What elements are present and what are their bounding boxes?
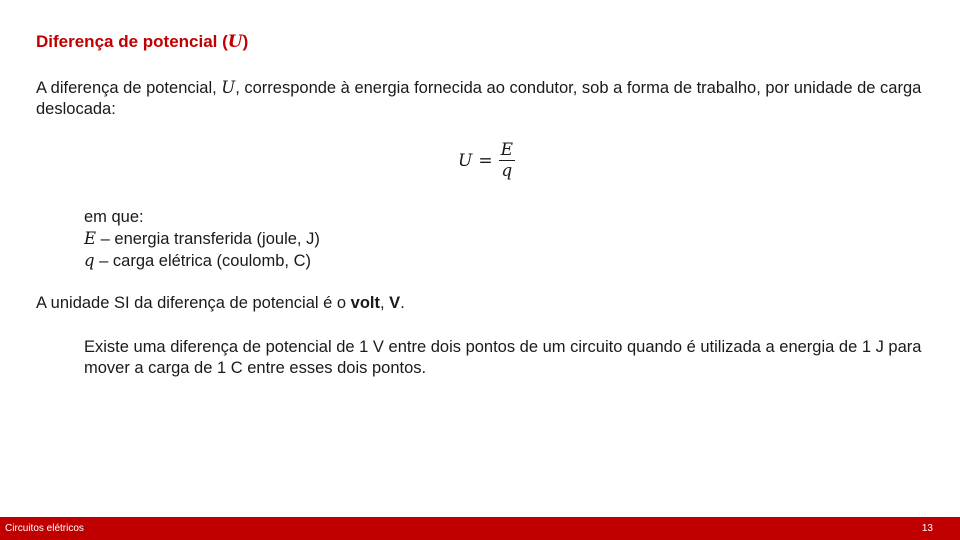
si-unit-name: volt xyxy=(350,294,380,312)
slide-title xyxy=(36,32,248,52)
formula xyxy=(458,140,515,181)
si-unit-end: . xyxy=(400,294,405,312)
footer-title: Circuitos elétricos xyxy=(5,523,84,534)
formula-lhs: U xyxy=(458,150,473,171)
definition-text: – energia transferida (joule, J) xyxy=(96,230,320,248)
si-unit-text-before: A unidade SI da diferença de potencial é o xyxy=(36,294,351,312)
page-number: 13 xyxy=(921,523,933,534)
formula-fraction xyxy=(499,140,515,181)
definitions-heading: em que: xyxy=(84,208,144,226)
definition-text: – carga elétrica (coulomb, C) xyxy=(94,252,311,270)
slide-title-text: Diferença de potencial ( xyxy=(36,32,228,51)
definitions-block xyxy=(84,207,320,272)
intro-text-after: , corresponde à energia fornecida ao condutor, sob a forma de trabalho, por unidade de carga deslocada: xyxy=(36,79,922,118)
si-unit-separator: , xyxy=(380,294,390,312)
intro-text-before: A diferença de potencial, xyxy=(36,79,222,97)
slide-title-variable: U xyxy=(227,32,243,52)
formula-denominator: q xyxy=(501,161,513,181)
definition-symbol: E xyxy=(84,229,97,248)
volt-definition-paragraph: Existe uma diferença de potencial de 1 V entre dois pontos de um circuito quando é utilizada a energia de 1 J para mover a carga de 1 C entre esses dois pontos. xyxy=(84,338,922,377)
formula-equals: = xyxy=(478,150,493,171)
si-unit-sentence xyxy=(36,293,405,314)
definition-item xyxy=(84,250,320,272)
intro-paragraph xyxy=(36,77,931,120)
slide-title-close: ) xyxy=(242,32,249,51)
intro-variable: U xyxy=(221,78,236,97)
formula-numerator: E xyxy=(500,140,513,160)
definition-item xyxy=(84,228,320,250)
footer-bar xyxy=(0,517,960,540)
si-unit-symbol: V xyxy=(389,294,401,312)
definition-symbol: q xyxy=(84,251,95,270)
